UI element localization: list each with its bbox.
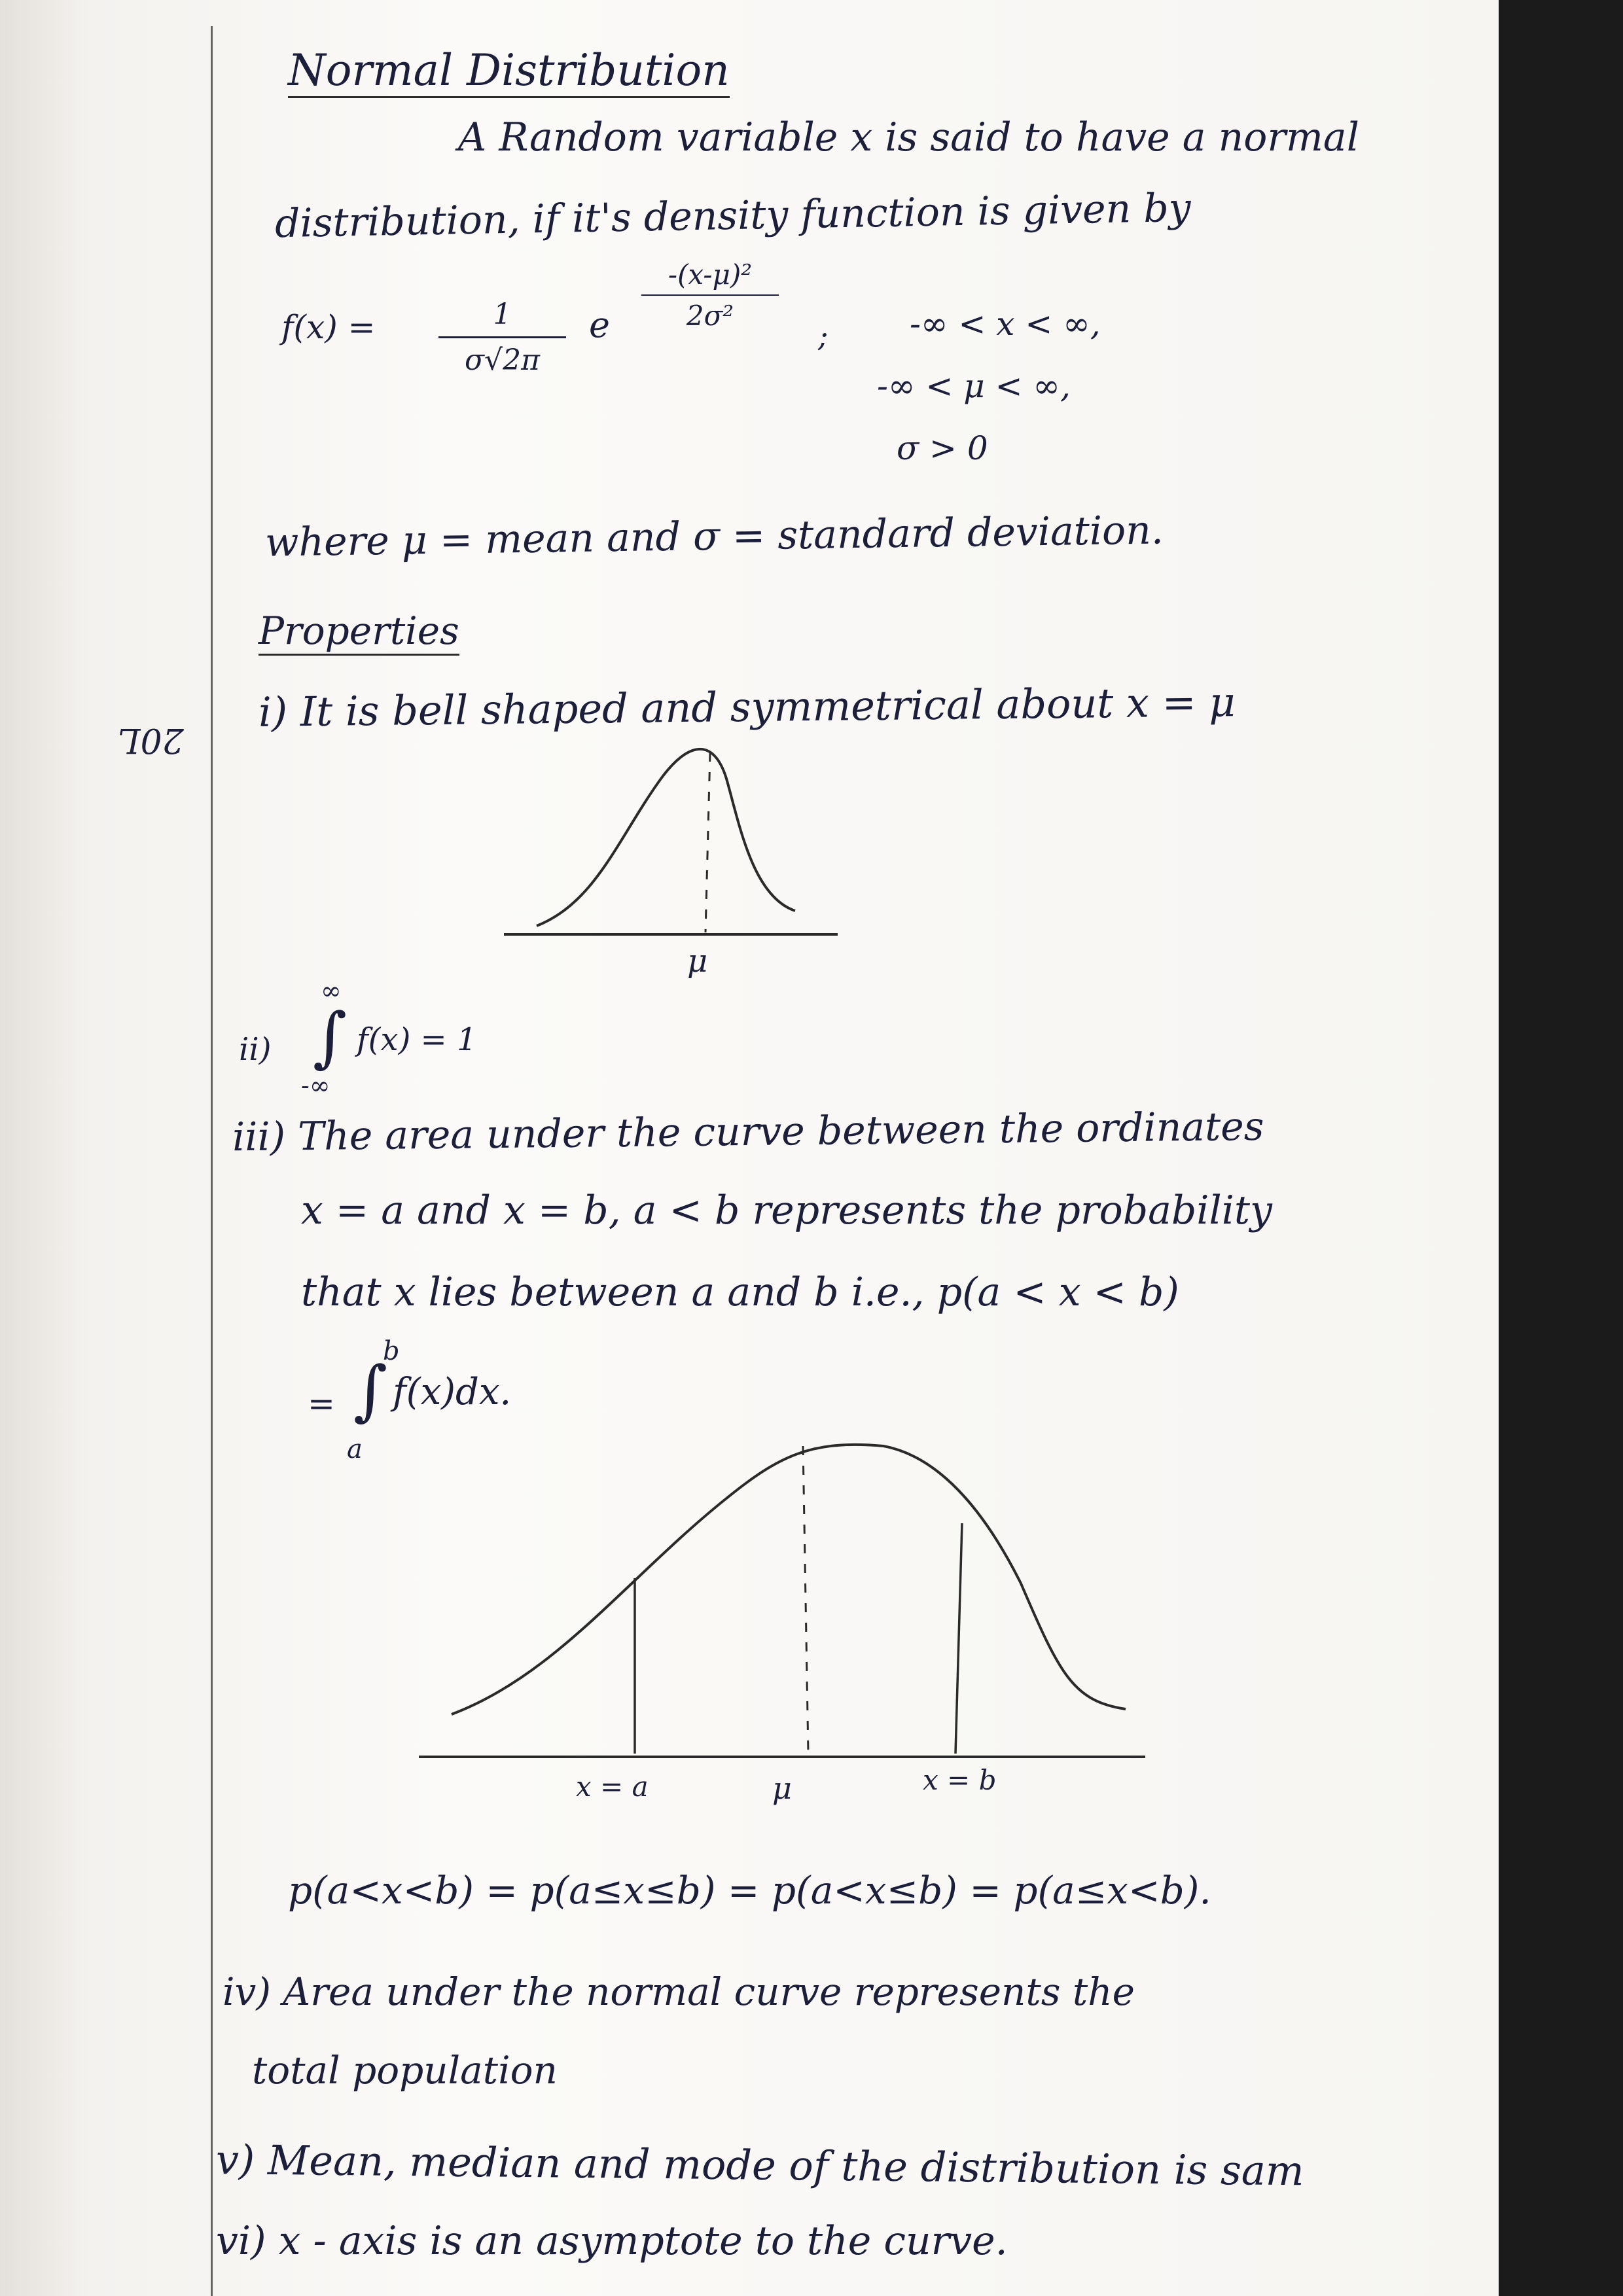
- property-3-line-2: x = a and x = b, a < b represents the probability: [301, 1188, 1272, 1233]
- where-line: where μ = mean and σ = standard deviation.: [264, 507, 1164, 566]
- bell-curve-graph: [497, 739, 864, 988]
- graph2-mean-line: [803, 1446, 808, 1754]
- prop3-upper-limit: b: [383, 1336, 400, 1366]
- property-3-line-3: that x lies between a and b i.e., p(a < x < b): [301, 1269, 1179, 1315]
- intro-line-2: distribution, if it's density function is given by: [274, 185, 1192, 247]
- formula-separator: ;: [818, 318, 829, 353]
- margin-line: [211, 26, 213, 2296]
- fraction-bar: [438, 336, 566, 338]
- graph2-label-b: x = b: [923, 1764, 997, 1796]
- prop3-integral-sign: ∫: [353, 1352, 388, 1428]
- graph2-label-mu: μ: [772, 1771, 792, 1806]
- formula-cond-1: -∞ < x < ∞,: [910, 305, 1101, 343]
- formula-fraction: [438, 298, 566, 377]
- prop2-expression: f(x) = 1: [357, 1021, 477, 1058]
- prop2-lower-limit: -∞: [301, 1071, 330, 1100]
- graph2-curve: [452, 1445, 1126, 1714]
- property-6: vi) x - axis is an asymptote to the curve.: [216, 2218, 1008, 2264]
- property-1: i) It is bell shaped and symmetrical about x = μ: [258, 678, 1236, 736]
- graph1-mean-line: [705, 752, 710, 932]
- formula-exp-base: e: [589, 304, 610, 345]
- prop2-upper-limit: ∞: [321, 976, 342, 1005]
- intro-line-1: A Random variable x is said to have a normal: [458, 115, 1359, 160]
- formula-numerator: 1: [493, 298, 512, 331]
- prop2-integral-sign: ∫: [313, 998, 348, 1075]
- probability-equality: p(a<x<b) = p(a≤x≤b) = p(a<x≤b) = p(a≤x<b).: [288, 1868, 1211, 1913]
- formula-lhs: f(x) =: [281, 308, 376, 346]
- formula-cond-3: σ > 0: [897, 429, 988, 467]
- property-4-line-2: total population: [252, 2048, 558, 2093]
- graph1-mu-label: μ: [687, 943, 708, 980]
- graph2-label-a: x = a: [576, 1771, 649, 1803]
- exponent-bottom: 2σ²: [686, 300, 734, 332]
- exponent-top: -(x-μ)²: [668, 258, 753, 291]
- graph1-curve: [537, 749, 795, 926]
- formula-denominator: σ√2π: [465, 344, 540, 377]
- formula-cond-2: -∞ < μ < ∞,: [877, 367, 1071, 405]
- graph2-ordinate-b: [955, 1523, 962, 1754]
- page-title: Normal Distribution: [288, 49, 730, 98]
- prop3-lower-limit: a: [347, 1434, 363, 1464]
- property-4-line-1: iv) Area under the normal curve represents the: [223, 1969, 1135, 2014]
- prop3-expression: f(x)dx.: [393, 1371, 512, 1413]
- prop2-prefix: ii): [239, 1031, 272, 1068]
- property-3-line-1: iii) The area under the curve between the ordinates: [232, 1103, 1264, 1161]
- property-5: v) Mean, median and mode of the distribution is sam: [215, 2136, 1305, 2195]
- exponent-bar: [641, 294, 779, 296]
- properties-heading: Properties: [259, 612, 459, 656]
- margin-note: 20L: [118, 720, 184, 760]
- area-curve-graph: [412, 1426, 1158, 1780]
- formula-exponent: [622, 258, 798, 332]
- prop3-equals: =: [308, 1385, 335, 1422]
